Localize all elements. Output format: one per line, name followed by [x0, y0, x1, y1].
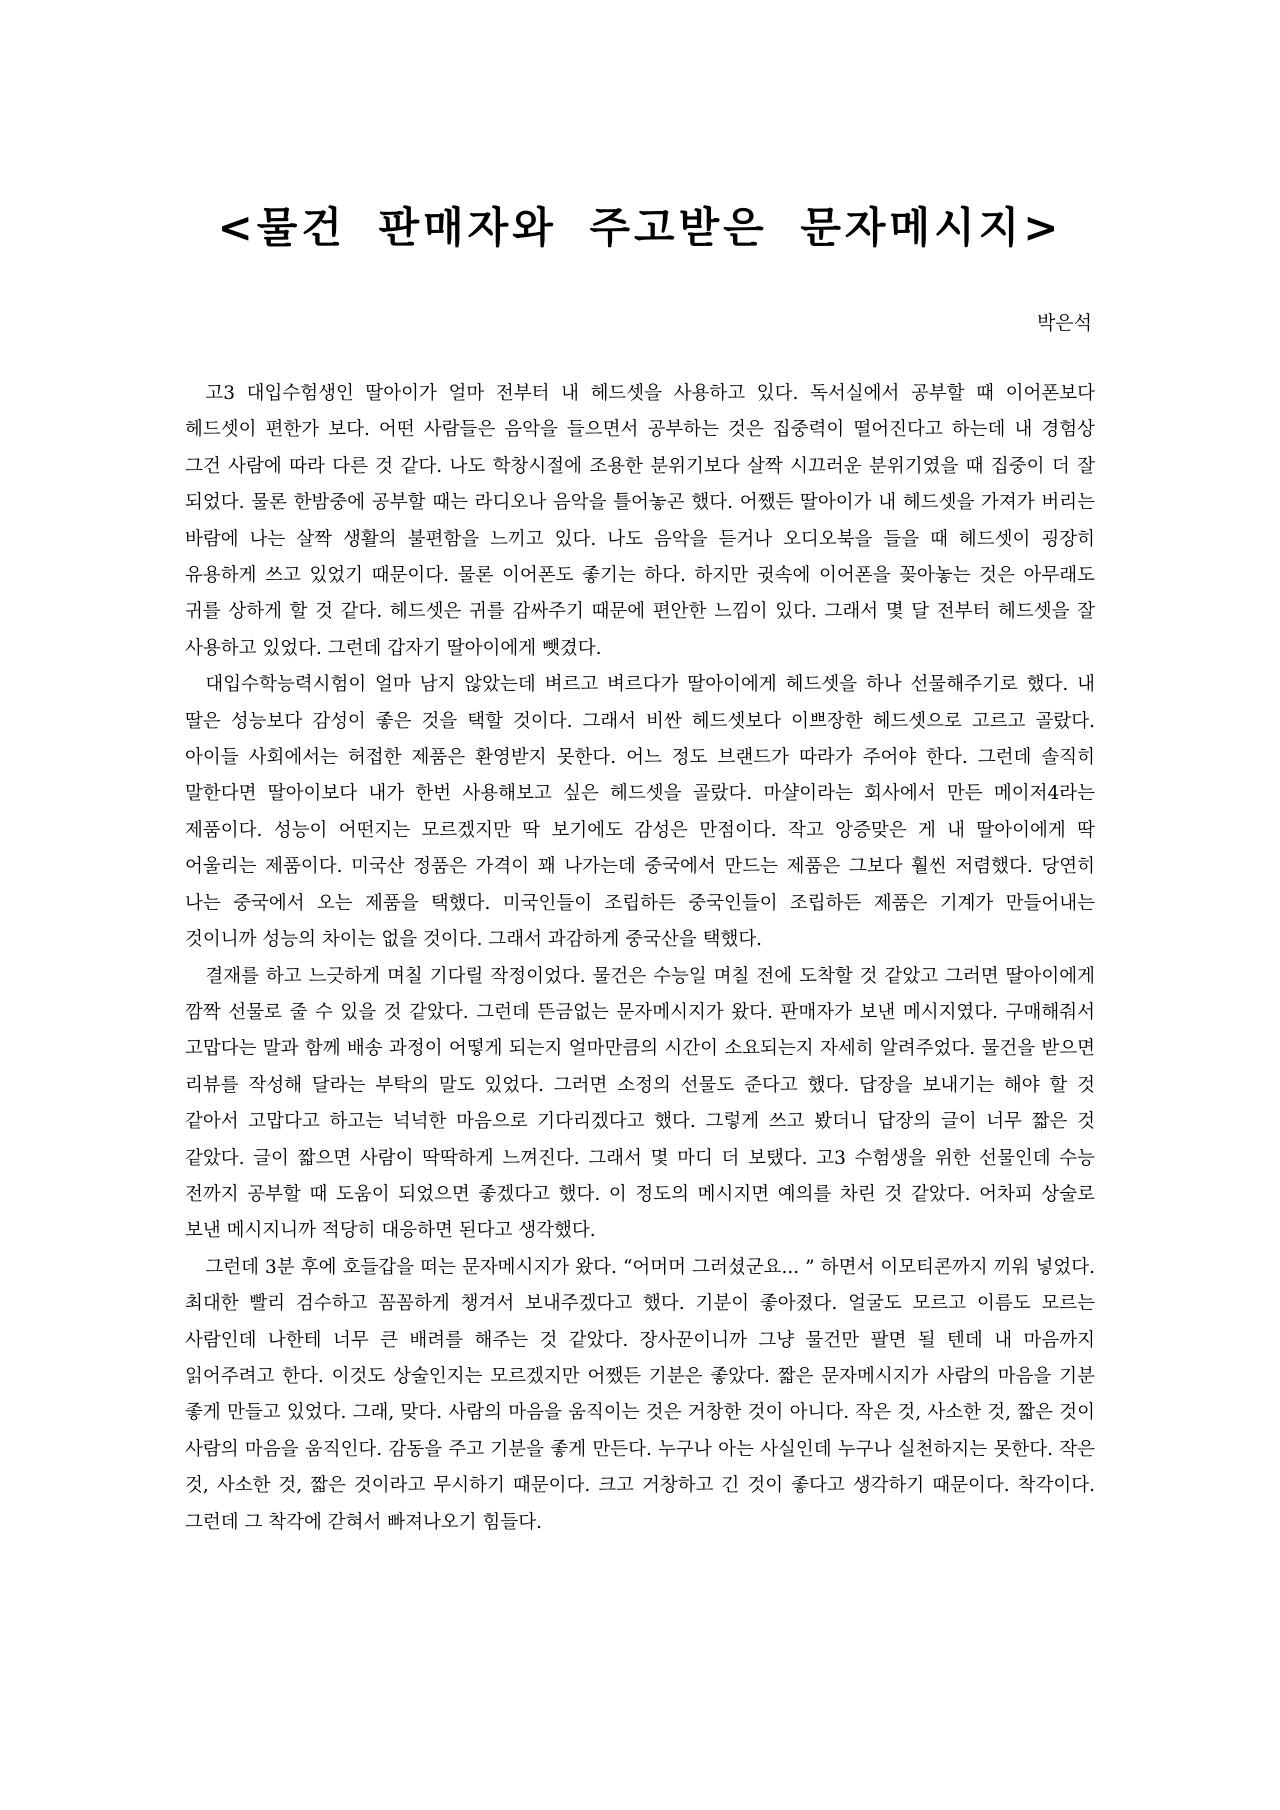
document-title: <물건 판매자와 주고받은 문자메시지> — [217, 203, 1063, 252]
author-name: 박은석 — [1036, 312, 1092, 334]
paragraph-1: 고3 대입수험생인 딸아이가 얼마 전부터 내 헤드셋을 사용하고 있다. 독서실에서 공부할 때 이어폰보다 헤드셋이 편한가 보다. 어떤 사람들은 음악을 들으면서 공부하는 것은 집중력이 떨어진다고 하는데 내 경험상 그건 사람에 따라 다른 것 같다. 나도 학창시절에 조용한 분위기보다 살짝 시끄러운 분위기였을 때 집중이 더 잘 되었다. 물론 한밤중에 공부할 때는 라디오나 음악을 틀어놓곤 했다. 어쨌든 딸아이가 내 헤드셋을 가져가 버리는 바람에 나는 살짝 생활의 불편함을 느끼고 있다. 나도 음악을 듣거나 오디오북을 들을 때 헤드셋이 굉장히 유용하게 쓰고 있었기 때문이다. 물론 이어폰도 좋기는 하다. 하지만 귓속에 이어폰을 꽂아놓는 것은 아무래도 귀를 상하게 할 것 같다. 헤드셋은 귀를 감싸주기 때문에 편안한 느낌이 있다. 그래서 몇 달 전부터 헤드셋을 잘 사용하고 있었다. 그런데 갑자기 딸아이에게 뺏겼다. — [185, 383, 1095, 659]
paragraph-2: 대입수학능력시험이 얼마 남지 않았는데 벼르고 벼르다가 딸아이에게 헤드셋을 하나 선물해주기로 했다. 내 딸은 성능보다 감성이 좋은 것을 택할 것이다. 그래서 비싼 헤드셋보다 이쁘장한 헤드셋으로 고르고 골랐다. 아이들 사회에서는 허접한 제품은 환영받지 못한다. 어느 정도 브랜드가 따라가 주어야 한다. 그런데 솔직히 말한다면 딸아이보다 내가 한번 사용해보고 싶은 헤드셋을 골랐다. 마샬이라는 회사에서 만든 메이저4라는 제품이다. 성능이 어떤지는 모르겠지만 딱 보기에도 감성은 만점이다. 작고 앙증맞은 게 내 딸아이에게 딱 어울리는 제품이다. 미국산 정품은 가격이 꽤 나가는데 중국에서 만드는 제품은 그보다 훨씬 저렴했다. 당연히 나는 중국에서 오는 제품을 택했다. 미국인들이 조립하든 중국인들이 조립하든 제품은 기계가 만들어내는 것이니까 성능의 차이는 없을 것이다. 그래서 과감하게 중국산을 택했다. — [185, 674, 1095, 951]
paragraph-4: 그런데 3분 후에 호들갑을 떠는 문자메시지가 왔다. “어머머 그러셨군요... ” 하면서 이모티콘까지 끼워 넣었다. 최대한 빨리 검수하고 꼼꼼하게 챙겨서 보내주겠다고 했다. 기분이 좋아졌다. 얼굴도 모르고 이름도 모르는 사람인데 나한테 너무 큰 배려를 해주는 것 같았다. 장사꾼이니까 그냥 물건만 팔면 될 텐데 내 마음까지 읽어주려고 한다. 이것도 상술인지는 모르겠지만 어쨌든 기분은 좋았다. 짧은 문자메시지가 사람의 마음을 기분 좋게 만들고 있었다. 그래, 맞다. 사람의 마음을 움직이는 것은 거창한 것이 아니다. 작은 것, 사소한 것, 짧은 것이 사람의 마음을 움직인다. 감동을 주고 기분을 좋게 만든다. 누구나 아는 사실인데 누구나 실천하지는 못한다. 작은 것, 사소한 것, 짧은 것이라고 무시하기 때문이다. 크고 거창하고 긴 것이 좋다고 생각하기 때문이다. 착각이다. 그런데 그 착각에 갇혀서 빠져나오기 힘들다. — [185, 1256, 1095, 1533]
document-body — [185, 376, 1095, 1541]
paragraph-3: 결재를 하고 느긋하게 며칠 기다릴 작정이었다. 물건은 수능일 며칠 전에 도착할 것 같았고 그러면 딸아이에게 깜짝 선물로 줄 수 있을 것 같았다. 그런데 뜬금없는 문자메시지가 왔다. 판매자가 보낸 메시지였다. 구매해줘서 고맙다는 말과 함께 배송 과정이 어떻게 되는지 얼마만큼의 시간이 소요되는지 자세히 알려주었다. 물건을 받으면 리뷰를 작성해 달라는 부탁의 말도 있었다. 그러면 소정의 선물도 준다고 했다. 답장을 보내기는 해야 할 것 같아서 고맙다고 하고는 넉넉한 마음으로 기다리겠다고 했다. 그렇게 쓰고 봤더니 답장의 글이 너무 짧은 것 같았다. 글이 짧으면 사람이 딱딱하게 느껴진다. 그래서 몇 마디 더 보탰다. 고3 수험생을 위한 선물인데 수능 전까지 공부할 때 도움이 되었으면 좋겠다고 했다. 이 정도의 메시지면 예의를 차린 것 같았다. 어차피 상술로 보낸 메시지니까 적당히 대응하면 된다고 생각했다. — [185, 965, 1095, 1242]
